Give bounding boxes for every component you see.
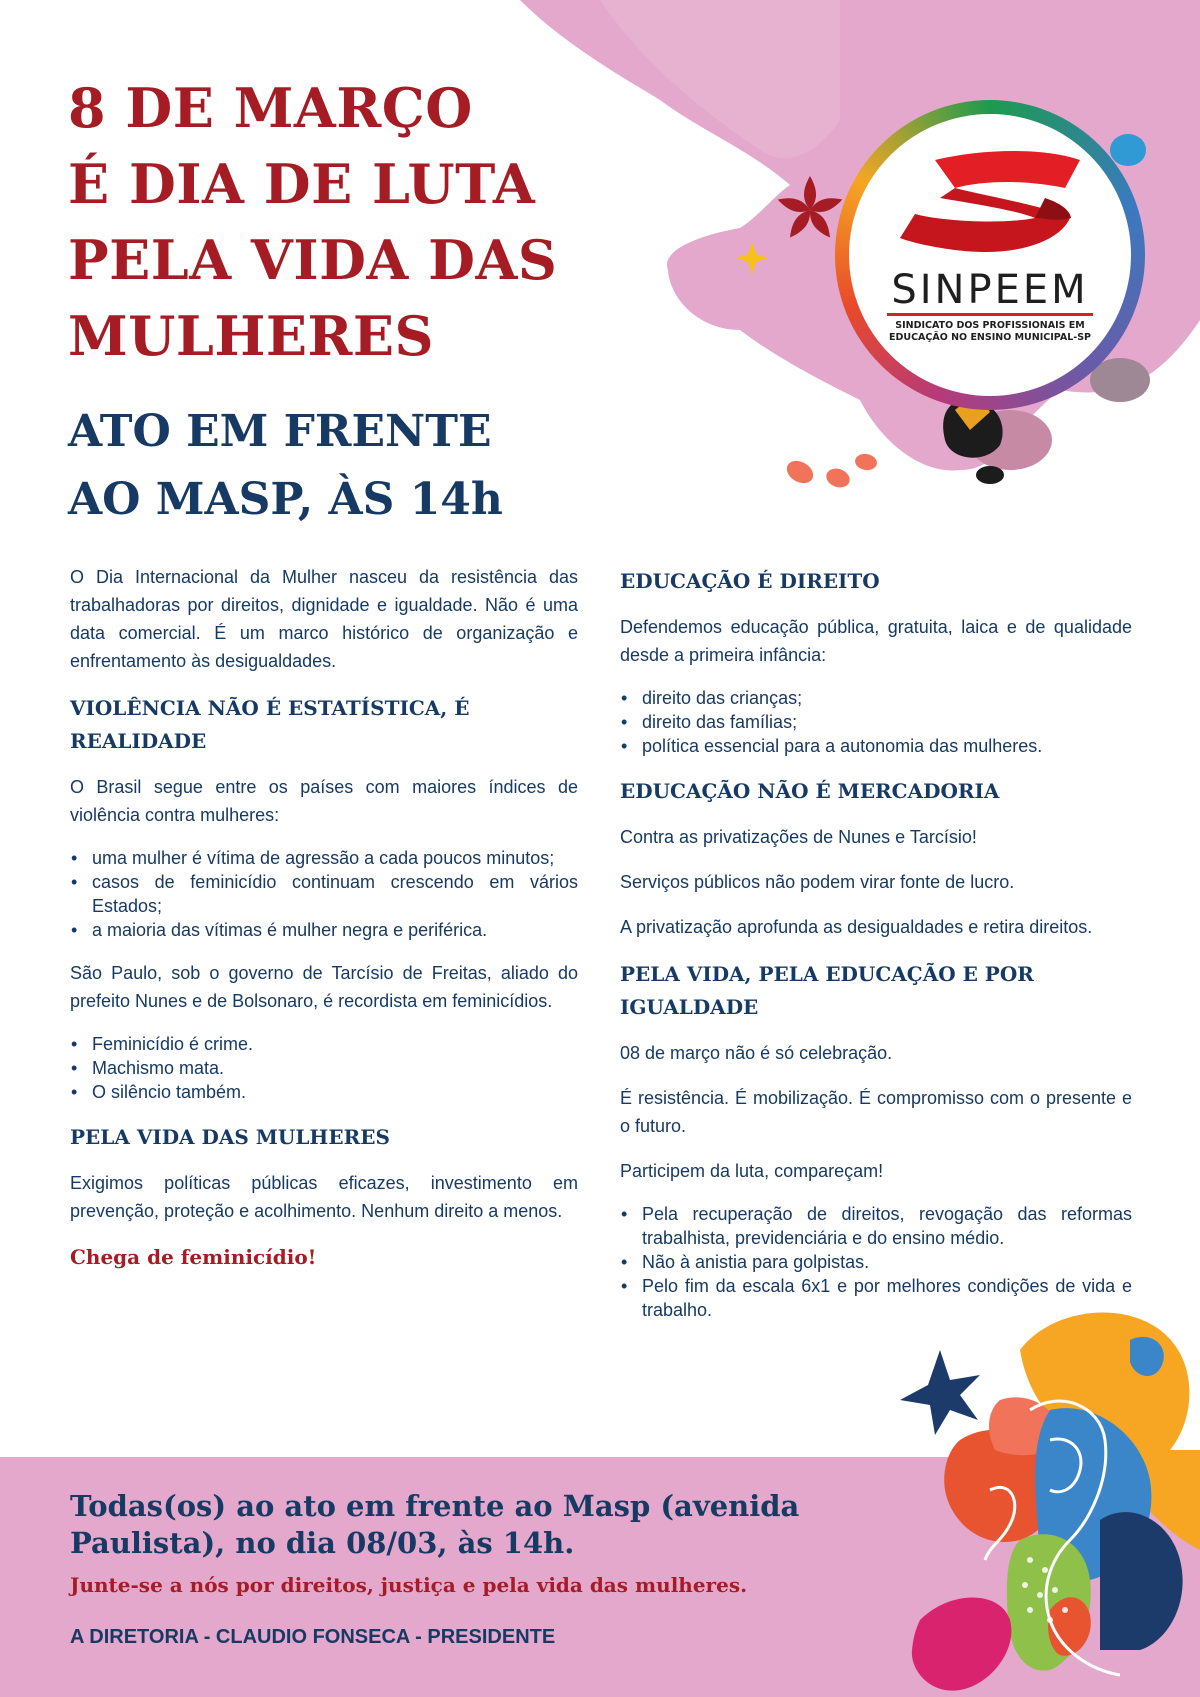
education-right-heading: EDUCAÇÃO É DIREITO <box>620 569 880 593</box>
list-item: • Machismo mata. <box>70 1056 578 1080</box>
education-right-list <box>620 686 1132 758</box>
list-item: • Pelo fim da escala 6x1 e por melhores condições de vida e trabalho. <box>620 1274 1132 1322</box>
logo-rule <box>887 313 1093 316</box>
slogan-list <box>70 1032 578 1104</box>
list-item: • Pela recuperação de direitos, revogação das reformas trabalhista, previdenciária e do ensino médio. <box>620 1202 1132 1250</box>
logo-subtitle-1: SINDICATO DOS PROFISSIONAIS EM <box>895 320 1085 331</box>
event-subheadline <box>68 398 503 534</box>
list-item: • uma mulher é vítima de agressão a cada poucos minutos; <box>70 846 578 870</box>
equality-paragraph: Participem da luta, compareçam! <box>620 1161 884 1181</box>
list-item: • casos de feminicídio continuam crescendo em vários Estados; <box>70 870 578 918</box>
headline-line: 8 DE MARÇO <box>68 76 473 140</box>
women-faces-illustration <box>900 1290 1200 1697</box>
closing-slogan: Chega de feminicídio! <box>70 1245 317 1269</box>
headline-line: É DIA DE LUTA <box>68 152 536 216</box>
violence-heading: VIOLÊNCIA NÃO É ESTATÍSTICA, É REALIDADE <box>70 696 470 753</box>
call-to-action-sub: Junte-se a nós por direitos, justiça e pela vida das mulheres. <box>70 1573 748 1597</box>
subheadline-line: ATO EM FRENTE <box>68 406 492 457</box>
equality-paragraph: É resistência. É mobilização. É compromisso com o presente e o futuro. <box>620 1088 1132 1136</box>
education-commodity-heading: EDUCAÇÃO NÃO É MERCADORIA <box>620 779 1000 803</box>
main-headline <box>68 70 557 374</box>
commodity-paragraph: Serviços públicos não podem virar fonte de lucro. <box>620 872 1015 892</box>
call-to-action: Todas(os) ao ato em frente ao Masp (avenida Paulista), no dia 08/03, às 14h. <box>70 1489 800 1560</box>
life-paragraph: Exigimos políticas públicas eficazes, investimento em prevenção, proteção e acolhimento. Nenhum direito a menos. <box>70 1173 578 1221</box>
headline-line: MULHERES <box>68 304 435 368</box>
logo-name: SINPEEM <box>891 267 1089 313</box>
list-item: • política essencial para a autonomia das mulheres. <box>620 734 1132 758</box>
list-item: • direito das crianças; <box>620 686 1132 710</box>
life-heading: PELA VIDA DAS MULHERES <box>70 1125 390 1149</box>
violence-paragraph: O Brasil segue entre os países com maiores índices de violência contra mulheres: <box>70 777 578 825</box>
right-column <box>620 563 1132 1339</box>
left-column <box>70 563 578 1272</box>
commodity-paragraph: Contra as privatizações de Nunes e Tarcísio! <box>620 827 977 847</box>
sinpeem-logo <box>835 100 1145 410</box>
list-item: • a maioria das vítimas é mulher negra e periférica. <box>70 918 578 942</box>
intro-paragraph: O Dia Internacional da Mulher nasceu da resistência das trabalhadoras por direitos, dignidade e igualdade. Não é uma data comercial. É um marco histórico de organização e enfrentamento às desigualdades. <box>70 567 578 671</box>
subheadline-line: AO MASP, ÀS 14h <box>68 474 503 525</box>
headline-line: PELA VIDA DAS <box>68 228 558 292</box>
equality-paragraph: 08 de março não é só celebração. <box>620 1043 893 1063</box>
sao-paulo-paragraph: São Paulo, sob o governo de Tarcísio de Freitas, aliado do prefeito Nunes e de Bolsonaro, é recordista em feminicídios. <box>70 963 578 1011</box>
equality-heading: PELA VIDA, PELA EDUCAÇÃO E POR IGUALDADE <box>620 962 1034 1019</box>
violence-list <box>70 846 578 942</box>
logo-subtitle-2: EDUCAÇÃO NO ENSINO MUNICIPAL-SP <box>888 332 1091 343</box>
education-right-paragraph: Defendemos educação pública, gratuita, laica e de qualidade desde a primeira infância: <box>620 617 1132 665</box>
list-item: • O silêncio também. <box>70 1080 578 1104</box>
list-item: • Feminicídio é crime. <box>70 1032 578 1056</box>
list-item: • Não à anistia para golpistas. <box>620 1250 1132 1274</box>
sinpeem-s-icon <box>895 148 1085 258</box>
list-item: • direito das famílias; <box>620 710 1132 734</box>
signature: A DIRETORIA - CLAUDIO FONSECA - PRESIDENTE <box>70 1626 556 1648</box>
commodity-paragraph: A privatização aprofunda as desigualdades e retira direitos. <box>620 917 1093 937</box>
